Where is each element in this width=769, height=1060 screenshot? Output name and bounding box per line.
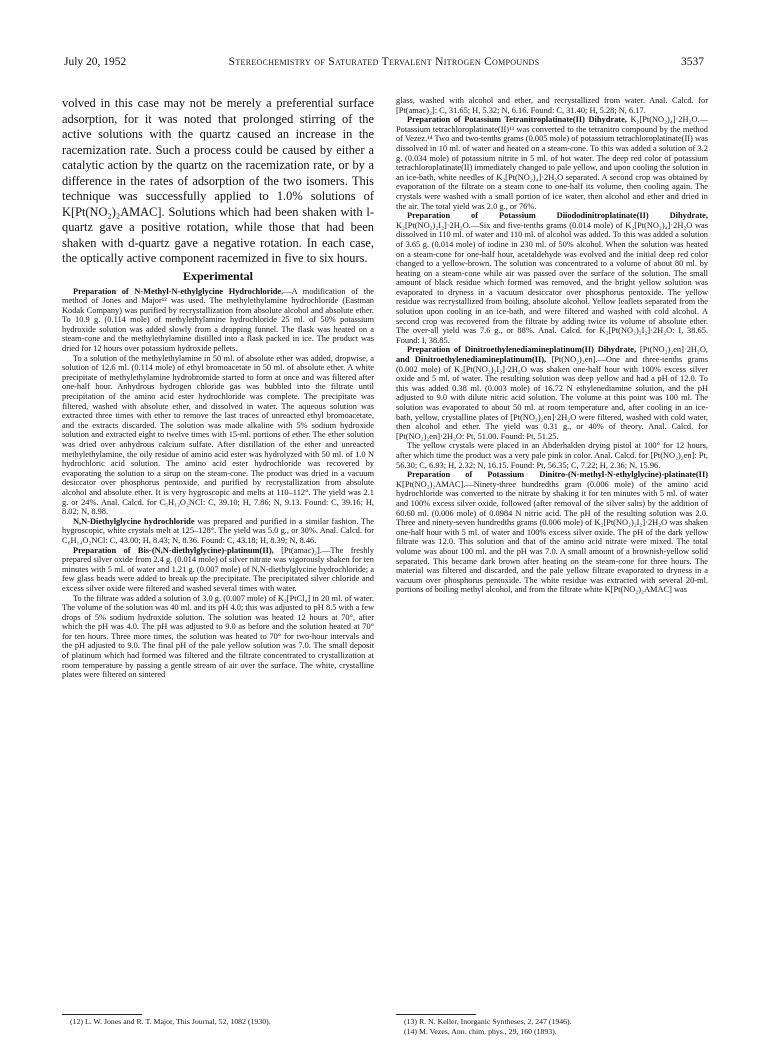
running-header	[64, 56, 704, 72]
header-date: July 20, 1952	[64, 56, 127, 68]
paragraph-body: [Pt(NO₂)₂en].—One and three-tenths grams (0.002 mole) of K₂[Pt(NO₂)₂I₂]·2H₂O was shaken one-half hour with 100% excess silver oxide and 5 ml. of water. The resulting solution was deep yellow and had a pH of 12.0. To this was added 0.38 ml. (0.003 mole) of 16.72 N ethylenediamine solution, and the pH adjusted to 9.0 with dilute nitric acid solution. The volume at this point was 100 ml. The solution was evaporated to about 50 ml. at room temperature and, after cooling in an ice-bath, yellow, crystalline plates of [Pt(NO₂)₂en]·2H₂O were filtered, washed with cold water, then alcohol and ether. The yield was 0.31 g., or 40% of theory. Anal. Calcd. for [Pt(NO₂)₂en]·2H₂O: Pt, 51.00. Found: Pt, 51.25.	[396, 355, 708, 441]
paragraph: To a solution of the methylethylamine in 50 ml. of absolute ether was added, dropwise, a solution of 12.6 ml. (0.114 mole) of ethyl bromoacetate in 50 ml. of absolute ether. A white precipitate of methylethylamine hydrobromide started to form at once and was filtered after one-half hour. Anhydrous hydrogen chloride gas was bubbled into the filtrate until precipitation of the amino acid ester hydrochloride was complete. The precipitate was filtered, washed with absolute ether, and dissolved in water. The aqueous solution was extracted three times with ether to remove the last traces of unreacted ethyl bromoacetate, and the extracts discarded. The solution was made alkaline with 5% sodium hydroxide solution and extracted eight to twelve times with 15-ml. portions of ether. The ether solution was dried over anhydrous calcium sulfate. After distillation of the ether and unreacted methylethylamine, the oily residue of amino acid ester was hydrolyzed with 50 ml. of 1.0 N hydrochloric acid solution. The amino acid ester hydrochloride was recovered by evaporating the solution to a sirup on the steam-cone. The product was dried in a vacuum desiccator over phosphorus pentoxide, and purified by recrystallization from absolute alcohol and absolute ether. It is very hygroscopic and melts at 110–112°. The yield was 2.1 g. or 24%. Anal. Calcd. for C₅H₁₂O₂NCl: C, 39.10; H, 7.86; N, 9.13. Found: C, 39.16; H, 8.02; N, 8.98.	[62, 353, 374, 517]
footnote-13: (13) R. N. Keller, Inorganic Syntheses, 2, 247 (1946).	[404, 1017, 572, 1026]
paragraph-body: K₂[Pt(NO₂)₄]·2H₂O.—Potassium tetrachloroplatinate(II)¹³ was converted to the tetranitro compound by the method of Vezez.¹⁴ Two and two-tenths grams (0.005 mole) of potassium tetrachloroplatinate(II) was dissolved in 10 ml. of water and heated on a steam-cone. To this was added a solution of 3.2 g. (0.034 mole) of potassium nitrite in 5 ml. of hot water. The deep red color of potassium tetrachloroplatinate(II) immediately changed to pale yellow, and upon cooling the solution in an ice-bath, white needles of K₂[Pt(NO₂)₄]·2H₂O separated. A second crop was obtained by evaporation of the filtrate on a steam cone to one-half its volume, then cooling again. The crystals were washed with a small portion of ice water, then alcohol and ether and dried in the air. The total yield was 2.0 g., or 76%.	[396, 115, 708, 211]
footnotes-left	[62, 1014, 374, 1027]
experimental-heading: Experimental	[183, 268, 253, 283]
intro-paragraph: volved in this case may not be merely a preferential surface adsorption, for it was noted that prolonged stirring of the active solutions with the quartz caused an increase in the racemization rate. Such a process could be caused by either a catalytic action by the quartz on the racemization rate, or by a difference in the rates of adsorption of the two isomers. This technique was successfully applied to 1.0% solutions of K[Pt(NO₂)₂AMAC]. Solutions which had been shaken with l-quartz gave a positive rotation, while those that had been shaken with d-quartz gave a negative rotation. In each case, the optically active component racemized in five to six hours.	[62, 96, 374, 265]
left-column	[62, 96, 374, 680]
paragraph-body: [Pt(NO₂)₂en]·2H₂O,	[636, 345, 708, 355]
paragraph	[62, 287, 374, 354]
paragraph-body: K[Pt(NO₂)₂AMAC].—Ninety-three hundredths gram (0.006 mole) of the amino acid hydrochloride was converted to the nitrate by shaking it for ten minutes with 5 ml. of water and 100% excess silver oxide, followed (after removal of the silver salts) by the addition of 60.60 ml. (0.006 mole) of 0.0984 N nitric acid. The pH of the resulting solution was 2.0. Three and ninety-seven hundredths grams (0.006 mole) of K₂[Pt(NO₂)₂I₂]·2H₂O was shaken one-half hour with 5 ml. of water and 100% excess silver oxide. The pH of the dark yellow filtrate was 12.0. This solution and that of the amino acid nitrate were mixed. The total volume was about 100 ml. and the pH was 7.0. A small amount of a brownish-yellow solid separated. This became dark brown after heating on the steam-cone for three hours. The material was filtered and discarded, and the pale yellow filtrate evaporated to dryness in a vacuum over phosphorus pentoxide. The white residue was extracted with several 20-ml. portions of boiling methyl alcohol, and from the filtrate white K[Pt(NO₂)₂AMAC] was	[396, 479, 708, 595]
footnotes-right	[396, 1014, 708, 1037]
paragraph-body: —A modification of the method of Jones and Major¹² was used. The methylethylamine hydrochloride (Eastman Kodak Company) was purified by recrystallization from absolute alcohol and absolute ether. To 10.9 g. (0.114 mole) of methylethylamine hydrochloride 25 ml. of 50% potassium hydroxide solution was added slowly from a dropping funnel. The flask was heated on a steam-cone and the methylethylamine distilled into a flask packed in ice. The product was dried for 12 hours over potassium hydroxide pellets.	[62, 286, 375, 354]
footnote-14: (14) M. Vezes, Ann. chim. phys., 29, 160 (1893).	[404, 1027, 557, 1036]
paragraph	[396, 470, 708, 595]
paragraph-lead: Preparation of Bis-(N,N-diethylglycine)-platinum(II),	[73, 545, 274, 555]
paragraph	[62, 546, 374, 594]
footnote-rule	[396, 1014, 476, 1015]
footnote-12: (12) L. W. Jones and R. T. Major, This Journal, 52, 1082 (1930).	[70, 1017, 271, 1026]
paragraph	[396, 115, 708, 211]
header-page-number: 3537	[681, 56, 704, 68]
paragraph	[396, 211, 708, 345]
paragraph	[62, 517, 374, 546]
paragraph-body: [Pt(amac)₂].—The freshly prepared silver oxide from 2.4 g. (0.014 mole) of silver nitrate was vigorously shaken for ten minutes with 5 ml. of water and 1.21 g. (0.007 mole) of N,N-diethylglycine hydrochloride; a few glass beads were added to break up the precipitate. The precipitated silver chloride and excess silver oxide were filtered and washed several times with water.	[62, 545, 374, 593]
paragraph-lead: Preparation of Potassium Tetranitroplatinate(II) Dihydrate,	[407, 115, 627, 125]
header-running-title: Stereochemistry of Saturated Tervalent Nitrogen Compounds	[228, 56, 540, 68]
paragraph: glass, washed with alcohol and ether, and recrystallized from water. Anal. Calcd. for [Pt(amac)₂]: C, 31.65; H, 5.32; N, 6.16. Found: C, 31.40; H, 5.28; N, 6.17.	[396, 96, 708, 115]
paragraph-lead: and Dinitroethylenediamineplatinum(II),	[396, 355, 547, 365]
paragraph: To the filtrate was added a solution of 3.0 g. (0.007 mole) of K₂[PtCl₄] in 20 ml. of water. The volume of the solution was 40 ml. and its pH 4.0; this was adjusted to pH 8.5 with a few drops of 5% sodium hydroxide solution. The solution was heated 12 hours at 70°, after which the pH was 4.0. The pH was adjusted to 9.0 as before and the solution heated at 70° for ten hours. Three more times, the solution was heated to 70° for two-hour intervals and the pH adjusted to 9.0. The final pH of the pale yellow solution was 7.0. The small deposit of platinum which had formed was filtered and the filtrate concentrated to crystallization at room temperature by passing a gentle stream of air over the surface. The white, crystalline plates were filtered on sintered	[62, 593, 374, 680]
paragraph-lead: N,N-Diethylglycine hydrochloride	[73, 516, 195, 526]
paragraph-body: K₂[Pt(NO₂)₂I₂]·2H₂O.—Six and five-tenths grams (0.014 mole) of K₂[Pt(NO₂)₄]·2H₂O was dissolved in 110 ml. of water and 110 ml. of alcohol was added. To this was added a solution of 3.65 g. (0.014 mole) of iodine in 230 ml. of 50% alcohol. When the solution was heated on a steam-cone for one-half hour, acetaldehyde was evolved and the initial deep red color changed to a yellow-brown. The solution was concentrated to a volume of about 80 ml. by heating on a steam-cone while air was passed over the surface of the solution. The small amount of black residue which formed was removed, and the bright yellow solution was evaporated to dryness in a vacuum desiccator over phosphorus pentoxide. The yellow residue was recrystallized from boiling, absolute alcohol. Yellow leaflets separated from the solution upon cooling in an ice-bath, and were filtered and washed with cold alcohol. A second crop was recovered from the filtrate by adding twice its volume of absolute ether. The over-all yield was 7.6 g., or 88%. Anal. Calcd. for K₂[Pt(NO₂)₂I₂]·2H₂O: I, 38.65. Found: I, 38.85.	[396, 220, 708, 345]
paragraph-lead: Preparation of Potassium Dinitro-(N-methyl-N-ethylglycine)-platinate(II)	[407, 470, 708, 480]
paragraph	[396, 345, 708, 441]
paragraph: The yellow crystals were placed in an Abderhalden drying pistol at 100° for 12 hours, after which time the product was a very pale pink in color. Anal. Calcd. for [Pt(NO₂)₂en]: Pt, 56.30; C, 6.93; H, 2.32; N, 16.15. Found: Pt, 56.35; C, 7.22; H, 2.36; N, 15.96.	[396, 441, 708, 470]
paragraph-lead: Preparation of Dinitroethylenediamineplatinum(II) Dihydrate,	[407, 345, 637, 355]
right-column	[396, 96, 708, 595]
paragraph-lead: Preparation of Potassium Diiododinitroplatinate(II) Dihydrate,	[407, 211, 708, 221]
footnote-rule	[62, 1014, 142, 1015]
paragraph-lead: Preparation of N-Methyl-N-ethylglycine Hydrochloride.	[73, 286, 284, 296]
paragraph-body: was prepared and purified in a similar fashion. The hygroscopic, white crystals melt at 125–128°. The yield was 5.0 g., or 30%. Anal. Calcd. for C₆H₁₄O₂NCl: C, 43.00; H, 8.43; N, 8.36. Found: C, 43.18; H, 8.39; N, 8.46.	[62, 516, 375, 545]
